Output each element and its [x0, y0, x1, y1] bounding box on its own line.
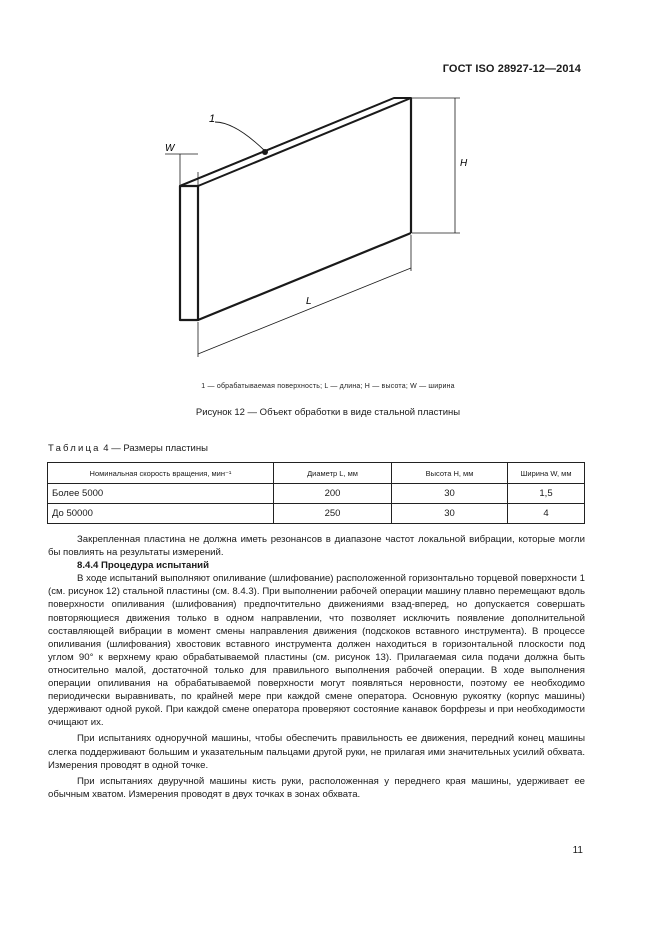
- cell-speed: Более 5000: [48, 484, 274, 504]
- section-heading: 8.4.4 Процедура испытаний: [77, 560, 209, 572]
- paragraph-two-hand: При испытаниях двуручной машины кисть руки, расположенная у переднего края машины, удерживает ее обычным хватом. Измерения проводят в двух точках в зонах обхвата.: [48, 775, 585, 800]
- plate-dimensions-table: [47, 462, 585, 524]
- paragraph-procedure: В ходе испытаний выполняют опиливание (шлифование) расположенной горизонтально торцевой поверхности 1 (см. рисунок 12) стальной пластины (см. 8.4.3). При выполнении рабочей операции машину плавно перемещают вдоль поверхности опиливания (шлифования) предпочтительно движениями взад-вперед, но допускается совершать повторяющиеся движения только в одном направлении, что позволяет исключить появление дополнительной составляющей вибрации в момент смены направления движения (подскоков вставного инструмента). В процессе опиливания (шлифования) хвостовик вставного инструмента должен находиться в горизонтальной плоскости под углом 90° к верхнему краю обрабатываемой пластины (см. рисунок 13). Прилагаемая сила подачи должна быть относительно малой, достаточной только для правильного выполнения рабочей операции. В ходе выполнения операции опиливания на обрабатываемой поверхности могут появляться неровности, поэтому ее необходимо периодически выравнивать, по крайней мере при каждой смене оператора. Основную рукоятку (корпус машины) удерживают одной рукой. При каждой смене оператора проверяют состояние канавок борфрезы и при необходимости очищают их.: [48, 573, 585, 729]
- cell-height: 30: [392, 504, 508, 524]
- cell-speed: До 50000: [48, 504, 274, 524]
- cell-width: 1,5: [508, 484, 585, 504]
- table-row: [48, 504, 585, 524]
- plate-front-edge: [180, 186, 198, 320]
- document-standard-header: ГОСТ ISO 28927-12—2014: [442, 63, 581, 75]
- header-width: Ширина W, мм: [508, 463, 585, 484]
- cell-width: 4: [508, 504, 585, 524]
- cell-diameter: 200: [274, 484, 392, 504]
- label-length: L: [306, 296, 312, 307]
- length-dimension-line: [198, 268, 411, 354]
- table-caption: [48, 443, 208, 454]
- surface-marker-dot: [262, 149, 268, 155]
- label-surface: 1: [209, 113, 216, 125]
- steel-plate-figure: [0, 0, 661, 380]
- page-number: 11: [572, 845, 583, 856]
- cell-diameter: 250: [274, 504, 392, 524]
- header-diameter: Диаметр L, мм: [274, 463, 392, 484]
- table-row: [48, 484, 585, 504]
- body-text: [48, 533, 585, 801]
- figure-caption: Рисунок 12 — Объект обработки в виде стальной пластины: [195, 407, 461, 418]
- paragraph-one-hand: При испытаниях одноручной машины, чтобы обеспечить правильность ее движения, передний конец машины слегка поддерживают большим и указательным пальцами другой руки, не прилагая ими значительных усилий обхвата. Измерения проводят в одной точке.: [48, 733, 585, 771]
- surface-leader-line: [215, 122, 265, 151]
- header-height: Высота H, мм: [392, 463, 508, 484]
- label-height: H: [460, 158, 468, 169]
- table-caption-title: 4 — Размеры пластины: [100, 443, 208, 454]
- figure-legend: 1 — обрабатываемая поверхность; L — длина; H — высота; W — ширина: [201, 383, 455, 390]
- plate-top-face: [180, 98, 411, 186]
- paragraph-resonance: Закрепленная пластина не должна иметь резонансов в диапазоне частот локальной вибрации, которые могли бы повлиять на результаты измерений.: [48, 534, 585, 559]
- plate-bottom-edge: [198, 233, 411, 320]
- cell-height: 30: [392, 484, 508, 504]
- label-width: W: [165, 143, 175, 154]
- table-header-row: [48, 463, 585, 484]
- header-rotation-speed: Номинальная скорость вращения, мин⁻¹: [48, 463, 274, 484]
- steel-plate-drawing: [0, 0, 661, 380]
- table-caption-prefix: Таблица: [48, 443, 101, 454]
